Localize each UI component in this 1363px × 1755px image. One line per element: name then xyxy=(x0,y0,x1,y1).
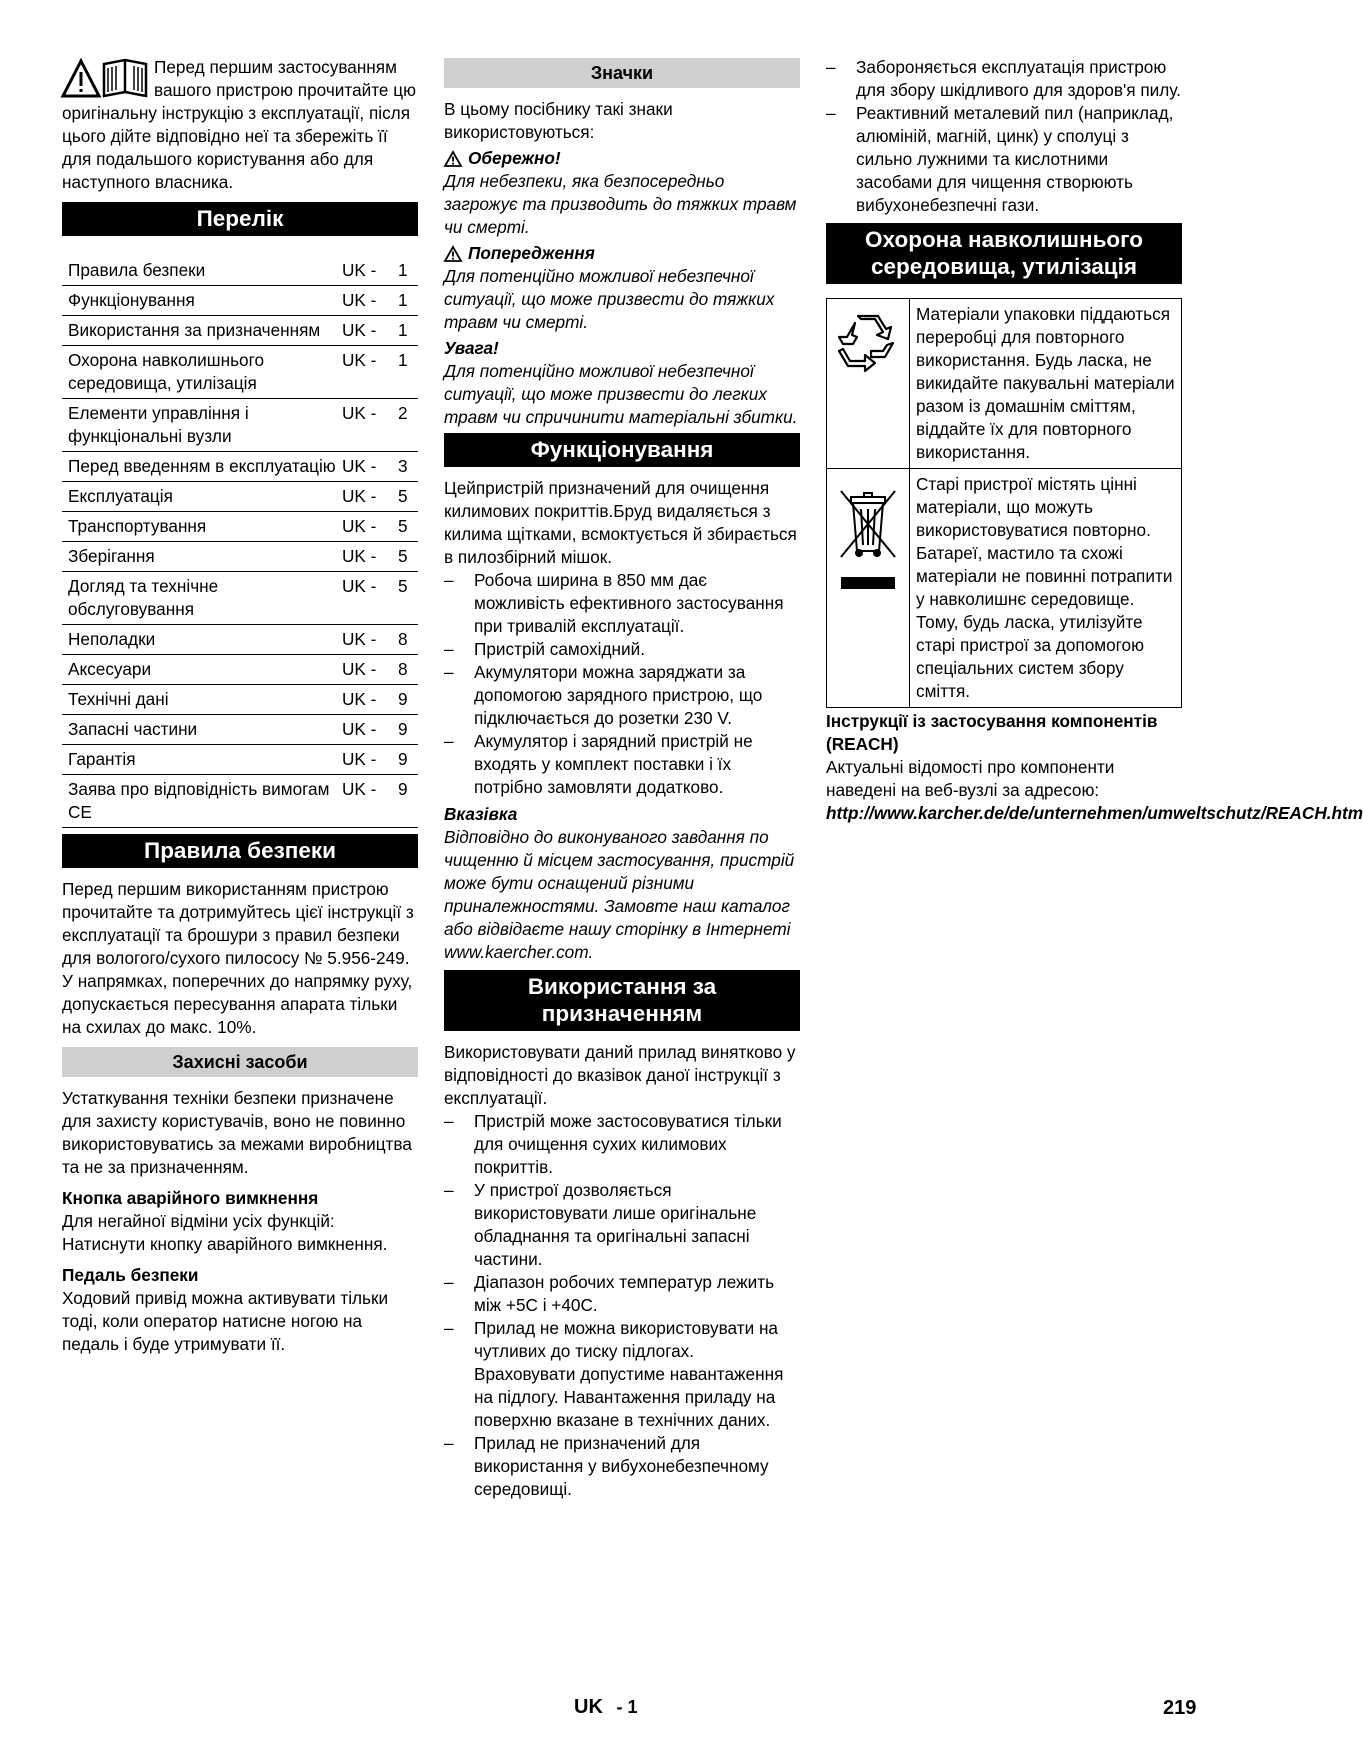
toc-row[interactable] xyxy=(62,452,418,482)
toc-lang: UK - xyxy=(342,715,398,745)
toc-row[interactable] xyxy=(62,715,418,745)
toc-label: Запасні частини xyxy=(62,715,342,745)
toc-lang: UK - xyxy=(342,346,398,399)
pedal-text: Ходовий привід можна активувати тільки тоді, коли оператор натисне ногою на педаль і буде утримувати її. xyxy=(62,1288,389,1354)
safety-heading: Правила безпеки xyxy=(62,834,418,868)
toc-row[interactable] xyxy=(62,745,418,775)
toc-row[interactable] xyxy=(62,316,418,346)
function-bullet: – Акумулятор і зарядний пристрій не входять у комплект поставки і їх потрібно замовляти додатково. xyxy=(444,730,800,799)
intended-use-text: Використовувати даний прилад винятково у відповідності до вказівок даної інструкції з експлуатації. xyxy=(444,1042,796,1108)
page-number: 219 xyxy=(1163,1697,1197,1719)
toc-page: 9 xyxy=(398,775,418,828)
environment-table xyxy=(826,298,1182,708)
reach-heading: Інструкції із застосування компонентів (REACH) xyxy=(826,711,1158,754)
toc-page: 2 xyxy=(398,399,418,452)
toc-label: Гарантія xyxy=(62,745,342,775)
toc-page: 1 xyxy=(398,286,418,316)
note-text: Відповідно до виконуваного завдання по чищенню й місцем застосування, пристрій може бути оснащений різними приналежностями. Замовте наш каталог або відвідаєте нашу сторінку в Інтернеті www.kaercher.com. xyxy=(444,827,795,962)
toc-page: 8 xyxy=(398,655,418,685)
toc-row[interactable] xyxy=(62,625,418,655)
toc-row[interactable] xyxy=(62,542,418,572)
reach-link[interactable]: http://www.karcher.de/de/unternehmen/umweltschutz/REACH.htm xyxy=(826,803,1363,823)
toc-lang: UK - xyxy=(342,316,398,346)
toc-label: Використання за призначенням xyxy=(62,316,342,346)
warning-triangle-icon xyxy=(444,151,462,167)
toc-label: Аксесуари xyxy=(62,655,342,685)
estop-text: Для негайної відміни усіх функцій: Натиснути кнопку аварійного вимкнення. xyxy=(62,1211,388,1254)
intended-use-bullet: – Діапазон робочих температур лежить між +5С і +40С. xyxy=(444,1271,800,1317)
toc-row[interactable] xyxy=(62,286,418,316)
toc-label: Експлуатація xyxy=(62,482,342,512)
toc-label: Технічні дані xyxy=(62,685,342,715)
toc-lang: UK - xyxy=(342,256,398,286)
symbols-heading: Значки xyxy=(444,58,800,88)
toc-lang: UK - xyxy=(342,655,398,685)
toc-lang: UK - xyxy=(342,512,398,542)
toc-label: Зберігання xyxy=(62,542,342,572)
toc-page: 5 xyxy=(398,572,418,625)
toc-row[interactable] xyxy=(62,512,418,542)
warning-triangle-icon xyxy=(62,58,150,100)
function-heading: Функціонування xyxy=(444,433,800,467)
toc-page: 9 xyxy=(398,745,418,775)
toc-label: Охорона навколишнього середовища, утилізація xyxy=(62,346,342,399)
toc-page: 5 xyxy=(398,512,418,542)
manual-book-icon xyxy=(104,60,146,96)
toc-page: 9 xyxy=(398,715,418,745)
danger-label: Обережно! xyxy=(468,148,561,168)
toc-lang: UK - xyxy=(342,542,398,572)
warning-label-row xyxy=(444,242,800,265)
intended-use-bullet: – Забороняється експлуатація пристрою для збору шкідливого для здоров'я пилу. xyxy=(826,56,1182,102)
old-devices-row xyxy=(827,469,1182,708)
footer-language xyxy=(574,1696,637,1719)
toc-row[interactable] xyxy=(62,775,418,828)
column-2 xyxy=(444,56,800,1501)
intended-use-bullet: – Реактивний металевий пил (наприклад, алюміній, магній, цинк) у сполуці з сильно лужними та кислотними засобами для чищення створюють вибухонебезпечні гази. xyxy=(826,102,1182,217)
toc-page: 3 xyxy=(398,452,418,482)
toc-row[interactable] xyxy=(62,572,418,625)
protective-heading: Захисні засоби xyxy=(62,1047,418,1077)
column-3 xyxy=(826,56,1363,825)
footer-page-ref: - 1 xyxy=(616,1697,638,1717)
toc-page: 5 xyxy=(398,482,418,512)
danger-text: Для небезпеки, яка безпосередньо загрожує та призводить до тяжких травм чи смерті. xyxy=(444,171,797,237)
toc-label: Неполадки xyxy=(62,625,342,655)
recycle-cell xyxy=(827,299,910,469)
toc-lang: UK - xyxy=(342,572,398,625)
warning-text: Для потенційно можливої небезпечної ситуації, що може призвести до тяжких травм чи смерті. xyxy=(444,266,775,332)
intended-use-bullet: – Прилад не призначений для використання у вибухонебезпечному середовищі. xyxy=(444,1432,800,1501)
crossed-bin-icon xyxy=(837,483,899,593)
function-list xyxy=(444,569,800,799)
toc-row[interactable] xyxy=(62,482,418,512)
intro-block xyxy=(62,56,418,194)
danger-label-row xyxy=(444,147,800,170)
toc-lang: UK - xyxy=(342,286,398,316)
safety-paragraph-1: Перед першим використанням пристрою прочитайте та дотримуйтесь цієї інструкції з експлуатації та брошури з правил безпеки для вологого/сухого пилососу № 5.956-249. xyxy=(62,879,414,968)
toc-row[interactable] xyxy=(62,399,418,452)
toc-page: 9 xyxy=(398,685,418,715)
column-1 xyxy=(62,56,418,1356)
toc-page: 1 xyxy=(398,256,418,286)
toc-label: Функціонування xyxy=(62,286,342,316)
packaging-row xyxy=(827,299,1182,469)
toc-label: Перед введенням в експлуатацію xyxy=(62,452,342,482)
packaging-text: Матеріали упаковки піддаються переробці для повторного використання. Будь ласка, не викидайте пакувальні матеріали разом із домашнім сміттям, віддайте їх для повторного використання. xyxy=(910,299,1182,469)
safety-paragraph-2: У напрямках, поперечних до напрямку руху, допускається пересування апарата тільки на схилах до макс. 10%. xyxy=(62,971,413,1037)
intended-use-list-continued xyxy=(826,56,1182,217)
intended-use-bullet: – Пристрій може застосовуватися тільки для очищення сухих килимових покриттів. xyxy=(444,1110,800,1179)
toc-label: Транспортування xyxy=(62,512,342,542)
function-bullet: – Пристрій самохідний. xyxy=(444,638,800,661)
warning-label: Попередження xyxy=(468,243,595,263)
toc-page: 5 xyxy=(398,542,418,572)
environment-heading: Охорона навколишнього середовища, утилізація xyxy=(826,223,1182,284)
caution-text: Для потенційно можливої небезпечної ситуації, що може призвести до легких травм чи спричинити матеріальні збитки. xyxy=(444,361,798,427)
function-bullet: – Акумулятори можна заряджати за допомогою зарядного пристрою, що підключається до розетки 230 V. xyxy=(444,661,800,730)
toc-lang: UK - xyxy=(342,399,398,452)
pedal-heading: Педаль безпеки xyxy=(62,1265,199,1285)
toc-label: Правила безпеки xyxy=(62,256,342,286)
recycle-icon xyxy=(835,313,901,375)
intended-use-list xyxy=(444,1110,800,1501)
function-bullet: – Робоча ширина в 850 мм дає можливість ефективного застосування при тривалій експлуатації. xyxy=(444,569,800,638)
reach-text: Актуальні відомості про компоненти наведені на веб-вузлі за адресою: xyxy=(826,757,1115,800)
function-text: Цейпристрій призначений для очищення килимових покриттів.Бруд видаляється з килима щітками, всмоктується й збирається в пилозбірний мішок. xyxy=(444,478,797,567)
toc-heading: Перелік xyxy=(62,202,418,236)
toc-row[interactable] xyxy=(62,685,418,715)
toc-row[interactable] xyxy=(62,655,418,685)
note-label: Вказівка xyxy=(444,804,518,824)
old-devices-text: Старі пристрої містять цінні матеріали, що можуть використовуватися повторно. Батареї, мастило та схожі матеріали не повинні потрапити у навколишнє середовище. Тому, будь ласка, утилізуйте старі пристрої за допомогою спеціальних систем збору сміття. xyxy=(910,469,1182,708)
read-manual-icons xyxy=(62,58,150,100)
intro-text: Перед першим застосуванням вашого пристрою прочитайте цю оригінальну інструкцію з експлуатації, після цього дійте відповідно неї та збережіть її для подальшого користування або для наступного власника. xyxy=(62,57,416,192)
toc-row[interactable] xyxy=(62,346,418,399)
toc-lang: UK - xyxy=(342,452,398,482)
protective-text: Устаткування техніки безпеки призначене для захисту користувачів, воно не повинно використовуватись за межами виробництва та не за призначенням. xyxy=(62,1088,412,1177)
intended-use-bullet: – Прилад не можна використовувати на чутливих до тиску підлогах. Враховувати допустиме навантаження на підлогу. Навантаження приладу на поверхню вказане в технічних даних. xyxy=(444,1317,800,1432)
toc-label: Елементи управління і функціональні вузли xyxy=(62,399,342,452)
toc-lang: UK - xyxy=(342,775,398,828)
toc-page: 1 xyxy=(398,316,418,346)
toc-lang: UK - xyxy=(342,625,398,655)
estop-heading: Кнопка аварійного вимкнення xyxy=(62,1188,319,1208)
toc-page: 8 xyxy=(398,625,418,655)
toc-table xyxy=(62,256,418,828)
toc-row[interactable] xyxy=(62,256,418,286)
toc-label: Догляд та технічне обслуговування xyxy=(62,572,342,625)
toc-lang: UK - xyxy=(342,685,398,715)
symbols-intro: В цьому посібнику такі знаки використовуються: xyxy=(444,99,673,142)
footer-lang-code: UK xyxy=(574,1696,603,1718)
toc-lang: UK - xyxy=(342,482,398,512)
toc-label: Заява про відповідність вимогам CE xyxy=(62,775,342,828)
bin-cell xyxy=(827,469,910,708)
toc-page: 1 xyxy=(398,346,418,399)
caution-label: Увага! xyxy=(444,338,499,358)
toc-lang: UK - xyxy=(342,745,398,775)
warning-triangle-icon xyxy=(444,246,462,262)
intended-use-heading: Використання за призначенням xyxy=(444,970,800,1031)
intended-use-bullet: – У пристрої дозволяється використовувати лише оригінальне обладнання та оригінальні запасні частини. xyxy=(444,1179,800,1271)
